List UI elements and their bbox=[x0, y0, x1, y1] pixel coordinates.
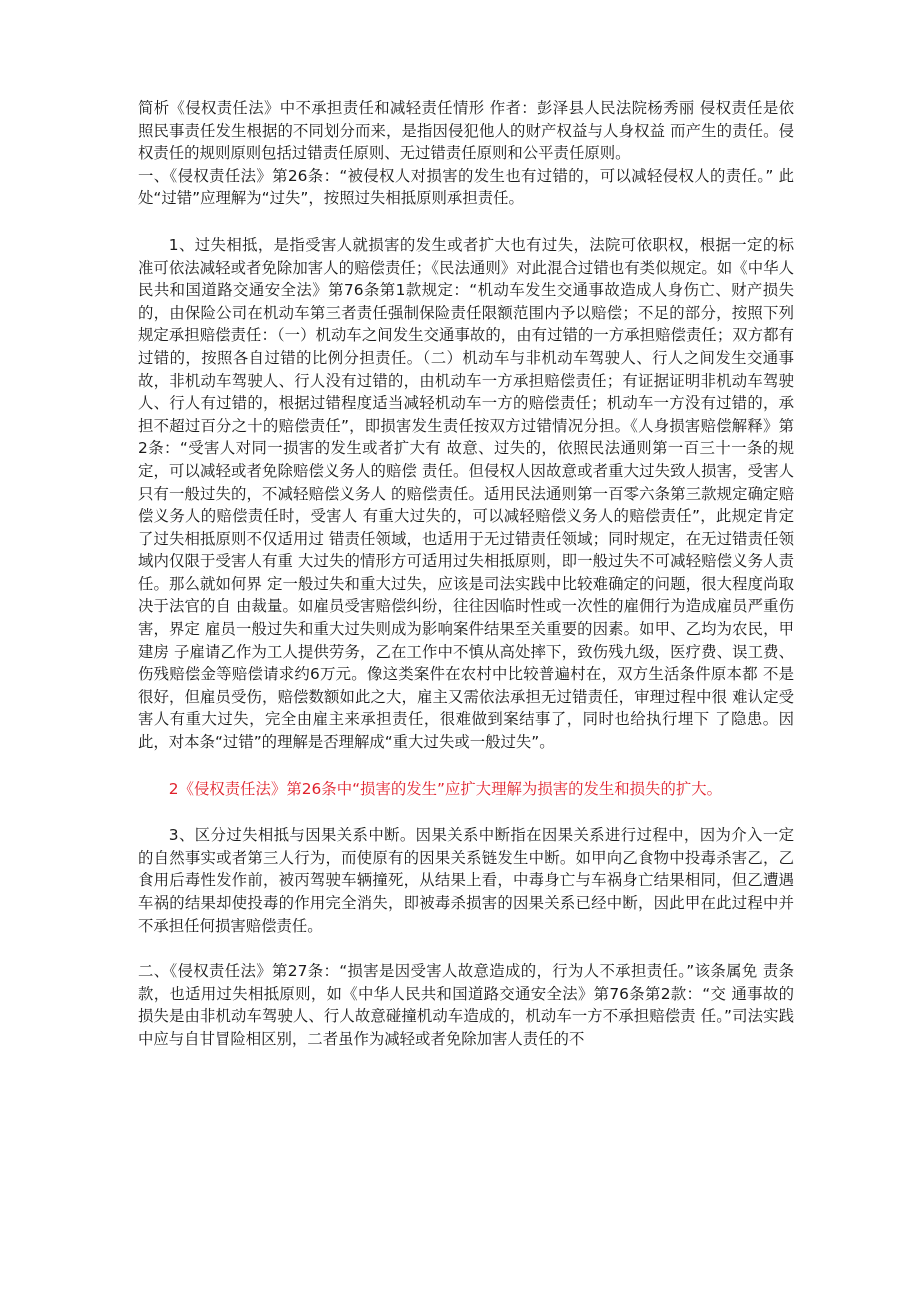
point-1-paragraph: 1、过失相抵，是指受害人就损害的发生或者扩大也有过失，法院可依职权，根据一定的标准可依法减轻或者免除加害人的赔偿责任；《民法通则》对此混合过错也有类似规定。如《中华人民共和国道路交通安全法》第76条第1款规定：“机动车发生交通事故造成人身伤亡、财产损失的，由保险公司在机动车第三者责任强制保险责任限额范围内予以赔偿；不足的部分，按照下列规定承担赔偿责任：（一）机动车之间发生交通事故的，由有过错的一方承担赔偿责任；双方都有过错的，按照各自过错的比例分担责任。（二）机动车与非机动车驾驶人、行人之间发生交通事故，非机动车驾驶人、行人没有过错的，由机动车一方承担赔偿责任；有证据证明非机动车驾驶人、行人有过错的，根据过错程度适当减轻机动车一方的赔偿责任；机动车一方没有过错的，承担不超过百分之十的赔偿责任”，即损害发生责任按双方过错情况分担。《人身损害赔偿解释》第2条：“受害人对同一损害的发生或者扩大有 故意、过失的，依照民法通则第一百三十一条的规定，可以减轻或者免除赔偿义务人的赔偿 责任。但侵权人因故意或者重大过失致人损害，受害人只有一般过失的，不减轻赔偿义务人 的赔偿责任。适用民法通则第一百零六条第三款规定确定赔偿义务人的赔偿责任时，受害人 有重大过失的，可以减轻赔偿义务人的赔偿责任”，此规定肯定了过失相抵原则不仅适用过 错责任领域，也适用于无过错责任领域；同时规定，在无过错责任领域内仅限于受害人有重 大过失的情形方可适用过失相抵原则，即一般过失不可减轻赔偿义务人责任。那么就如何界 定一般过失和重大过失，应该是司法实践中比较难确定的问题，很大程度尚取决于法官的自 由裁量。如雇员受害赔偿纠纷，往往因临时性或一次性的雇佣行为造成雇员严重伤害，界定 雇员一般过失和重大过失则成为影响案件结果至关重要的因素。如甲、乙均为农民，甲建房 子雇请乙作为工人提供劳务，乙在工作中不慎从高处摔下，致伤残九级，医疗费、误工费、 伤残赔偿金等赔偿请求约6万元。像这类案件在农村中比较普遍村在，双方生活条件原本都 不是很好，但雇员受伤，赔偿数额如此之大，雇主又需依法承担无过错责任，审理过程中很 难认定受害人有重大过失，完全由雇主来承担责任，很难做到案结事了，同时也给执行埋下 了隐患。因此，对本条“过错”的理解是否理解成“重大过失或一般过失”。 bbox=[138, 235, 794, 752]
document-body bbox=[138, 97, 794, 1051]
point-3-paragraph: 3、区分过失相抵与因果关系中断。因果关系中断指在因果关系进行过程中，因为介入一定的自然事实或者第三人行为，而使原有的因果关系链发生中断。如甲向乙食物中投毒杀害乙，乙食用后毒性发作前，被丙驾驶车辆撞死，从结果上看，中毒身亡与车祸身亡结果相同，但乙遭遇车祸的结果却使投毒的作用完全消失，即被毒杀损害的因果关系已经中断，因此甲在此过程中并不承担任何损害赔偿责任。 bbox=[138, 826, 794, 935]
section-one-heading-paragraph: 一、《侵权责任法》第26条：“被侵权人对损害的发生也有过错的，可以减轻侵权人的责任。” 此处“过错”应理解为“过失”，按照过失相抵原则承担责任。 bbox=[138, 166, 794, 208]
intro-paragraph: 简析《侵权责任法》中不承担责任和减轻责任情形 作者：彭泽县人民法院杨秀丽 侵权责任是依照民事责任发生根据的不同划分而来，是指因侵犯他人的财产权益与人身权益 而产生的责任。侵权责任的规则原则包括过错责任原则、无过错责任原则和公平责任原则。 bbox=[138, 99, 794, 163]
section-two-paragraph: 二、《侵权责任法》第27条：“损害是因受害人故意造成的，行为人不承担责任。”该条属免 责条款，也适用过失相抵原则，如《中华人民共和国道路交通安全法》第76条第2款：“交 通事故的损失是由非机动车驾驶人、行人故意碰撞机动车造成的，机动车一方不承担赔偿责 任。”司法实践中应与自甘冒险相区别，二者虽作为减轻或者免除加害人责任的不 bbox=[138, 962, 794, 1048]
point-2-paragraph: 2《侵权责任法》第26条中“损害的发生”应扩大理解为损害的发生和损失的扩大。 bbox=[168, 779, 723, 798]
